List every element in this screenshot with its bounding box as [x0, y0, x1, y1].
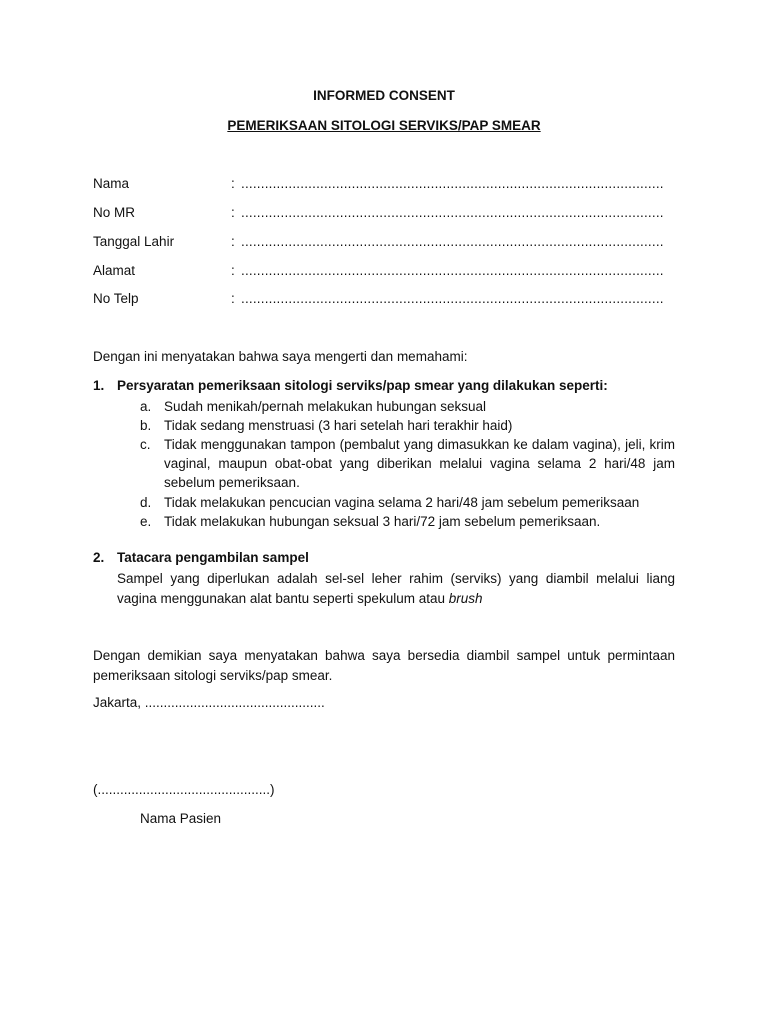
list-marker: c.: [140, 437, 151, 452]
intro-statement: Dengan ini menyatakan bahwa saya mengerti dan memahami:: [93, 349, 468, 364]
field-label: Nama: [93, 176, 130, 191]
closing-statement: Dengan demikian saya menyatakan bahwa saya bersedia diambil sampel untuk permintaan pemeriksaan sitologi serviks/pap smear.: [93, 648, 675, 683]
document-title: INFORMED CONSENT: [313, 88, 455, 103]
field-label: Tanggal Lahir: [93, 234, 175, 249]
sampling-procedure-body: Sampel yang diperlukan adalah sel-sel leher rahim (serviks) yang diambil melalui liang vagina menggunakan alat bantu seperti spekulum atau: [117, 571, 675, 606]
list-marker: d.: [140, 495, 152, 510]
list-marker: e.: [140, 514, 152, 529]
field-blank: ...........................................................................................................: [241, 263, 664, 278]
field-colon: :: [231, 205, 235, 220]
field-colon: :: [231, 234, 235, 249]
list-marker: a.: [140, 399, 152, 414]
list-item-text: Tidak sedang menstruasi (3 hari setelah hari terakhir haid): [164, 418, 513, 433]
field-blank: ...........................................................................................................: [241, 291, 664, 306]
field-blank: ...........................................................................................................: [241, 234, 664, 249]
section-number: 2.: [93, 550, 105, 565]
list-marker: b.: [140, 418, 152, 433]
field-colon: :: [231, 263, 235, 278]
list-item-text: Tidak melakukan pencucian vagina selama 2 hari/48 jam sebelum pemeriksaan: [164, 495, 640, 510]
document-subtitle: PEMERIKSAAN SITOLOGI SERVIKS/PAP SMEAR: [227, 118, 541, 133]
section-heading: Persyaratan pemeriksaan sitologi serviks/pap smear yang dilakukan seperti:: [117, 378, 608, 393]
place-date-line: Jakarta, ................................................: [93, 695, 325, 710]
field-blank: ...........................................................................................................: [241, 176, 664, 191]
section-number: 1.: [93, 378, 105, 393]
list-item-text: Tidak menggunakan tampon (pembalut yang dimasukkan ke dalam vagina), jeli, krim vaginal, maupun obat-obat yang diberikan melalui vagina selama 2 hari/48 jam sebelum pemeriksaan.: [164, 437, 675, 490]
brush-term: brush: [448, 591, 483, 606]
signature-name-label: Nama Pasien: [140, 811, 222, 826]
field-blank: ...........................................................................................................: [241, 205, 664, 220]
field-colon: :: [231, 291, 235, 306]
field-label: Alamat: [93, 263, 136, 278]
field-label: No MR: [93, 205, 136, 220]
section-heading: Tatacara pengambilan sampel: [117, 550, 309, 565]
field-colon: :: [231, 176, 235, 191]
list-item-text: Tidak melakukan hubungan seksual 3 hari/72 jam sebelum pemeriksaan.: [164, 514, 601, 529]
sampling-procedure-text: [117, 569, 675, 609]
signature-line: (..............................................): [93, 782, 275, 797]
field-label: No Telp: [93, 291, 139, 306]
list-item-text: Sudah menikah/pernah melakukan hubungan seksual: [164, 399, 486, 414]
